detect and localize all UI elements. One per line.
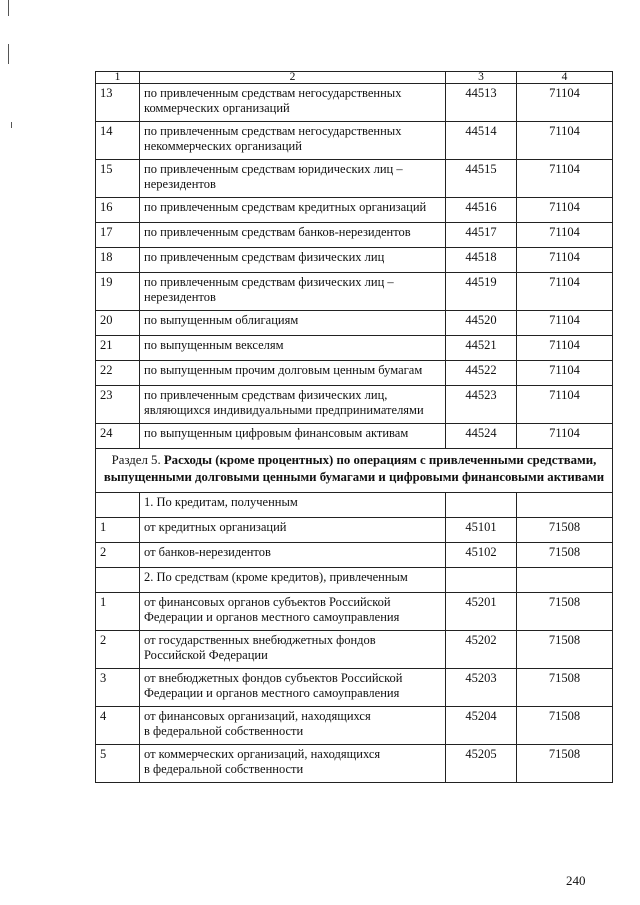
section-title-text: Расходы (кроме процентных) по операциям с привлеченными средствами, bbox=[163, 453, 597, 467]
text-line: Российской Федерации bbox=[144, 648, 268, 662]
table-row bbox=[96, 273, 613, 311]
table-row bbox=[96, 84, 613, 122]
text-line: от кредитных организаций bbox=[144, 520, 287, 534]
row-description bbox=[140, 160, 446, 198]
row-description bbox=[140, 223, 446, 248]
account-code bbox=[446, 568, 517, 593]
table-row bbox=[96, 122, 613, 160]
row-description bbox=[140, 361, 446, 386]
account-code: 44523 bbox=[446, 386, 517, 424]
row-number: 1 bbox=[96, 593, 140, 631]
row-description bbox=[140, 424, 446, 449]
text-line: в федеральной собственности bbox=[144, 724, 304, 738]
symbol-code: 71104 bbox=[517, 273, 613, 311]
symbol-code: 71104 bbox=[517, 223, 613, 248]
header-row bbox=[96, 72, 613, 84]
account-code: 44519 bbox=[446, 273, 517, 311]
symbol-code: 71508 bbox=[517, 543, 613, 568]
account-code: 45102 bbox=[446, 543, 517, 568]
row-number: 16 bbox=[96, 198, 140, 223]
symbol-code: 71508 bbox=[517, 518, 613, 543]
text-line: нерезидентов bbox=[144, 177, 216, 191]
text-line: по выпущенным прочим долговым ценным бумагам bbox=[144, 363, 423, 377]
header-cell: 3 bbox=[446, 72, 517, 84]
row-number: 19 bbox=[96, 273, 140, 311]
row-number: 14 bbox=[96, 122, 140, 160]
page-number: 240 bbox=[566, 873, 586, 888]
row-number: 2 bbox=[96, 543, 140, 568]
symbol-code: 71104 bbox=[517, 386, 613, 424]
account-code: 44514 bbox=[446, 122, 517, 160]
text-line: от государственных внебюджетных фондов bbox=[144, 633, 376, 647]
row-number: 18 bbox=[96, 248, 140, 273]
symbol-code: 71508 bbox=[517, 669, 613, 707]
table-row bbox=[96, 223, 613, 248]
header-cell: 4 bbox=[517, 72, 613, 84]
text-line: являющихся индивидуальными предпринимателями bbox=[144, 403, 424, 417]
row-description bbox=[140, 631, 446, 669]
row-description bbox=[140, 198, 446, 223]
symbol-code: 71104 bbox=[517, 198, 613, 223]
table-row bbox=[96, 198, 613, 223]
account-code: 44517 bbox=[446, 223, 517, 248]
row-description bbox=[140, 248, 446, 273]
table-row bbox=[96, 424, 613, 449]
table-row bbox=[96, 593, 613, 631]
text-line: от финансовых органов субъектов Российской bbox=[144, 595, 391, 609]
scan-mark bbox=[11, 122, 12, 128]
section-title bbox=[96, 449, 613, 493]
symbol-code: 71508 bbox=[517, 593, 613, 631]
row-description bbox=[140, 518, 446, 543]
text-line: от банков-нерезидентов bbox=[144, 545, 271, 559]
row-description bbox=[140, 593, 446, 631]
row-description bbox=[140, 745, 446, 783]
symbol-code: 71508 bbox=[517, 745, 613, 783]
row-description bbox=[140, 669, 446, 707]
table-row bbox=[96, 669, 613, 707]
accounts-table bbox=[95, 71, 613, 783]
symbol-code bbox=[517, 493, 613, 518]
account-code: 45203 bbox=[446, 669, 517, 707]
scan-mark bbox=[8, 0, 9, 16]
row-description bbox=[140, 707, 446, 745]
text-line: Федерации и органов местного самоуправления bbox=[144, 686, 400, 700]
row-description bbox=[140, 336, 446, 361]
table-row bbox=[96, 160, 613, 198]
group-row bbox=[96, 493, 613, 518]
row-number bbox=[96, 568, 140, 593]
symbol-code: 71104 bbox=[517, 84, 613, 122]
row-description bbox=[140, 273, 446, 311]
text-line: по привлеченным средствам физических лиц, bbox=[144, 388, 388, 402]
account-code: 45204 bbox=[446, 707, 517, 745]
row-number: 21 bbox=[96, 336, 140, 361]
symbol-code: 71104 bbox=[517, 248, 613, 273]
account-code: 44516 bbox=[446, 198, 517, 223]
table-row bbox=[96, 386, 613, 424]
text-line: по выпущенным цифровым финансовым активам bbox=[144, 426, 409, 440]
group-row bbox=[96, 568, 613, 593]
symbol-code: 71104 bbox=[517, 311, 613, 336]
section-title-line bbox=[98, 452, 610, 469]
table-body bbox=[96, 72, 613, 783]
symbol-code: 71104 bbox=[517, 336, 613, 361]
text-line: по привлеченным средствам юридических лиц – bbox=[144, 162, 403, 176]
symbol-code: 71104 bbox=[517, 361, 613, 386]
account-code bbox=[446, 493, 517, 518]
text-line: коммерческих организаций bbox=[144, 101, 290, 115]
row-description bbox=[140, 386, 446, 424]
row-number: 5 bbox=[96, 745, 140, 783]
table-row bbox=[96, 361, 613, 386]
text-line: нерезидентов bbox=[144, 290, 216, 304]
table-row bbox=[96, 707, 613, 745]
text-line: по выпущенным облигациям bbox=[144, 313, 299, 327]
text-line: от внебюджетных фондов субъектов Российской bbox=[144, 671, 403, 685]
row-description bbox=[140, 84, 446, 122]
table-row bbox=[96, 745, 613, 783]
row-number: 20 bbox=[96, 311, 140, 336]
symbol-code: 71508 bbox=[517, 631, 613, 669]
text-line: от финансовых организаций, находящихся bbox=[144, 709, 371, 723]
account-code: 44518 bbox=[446, 248, 517, 273]
text-line: от коммерческих организаций, находящихся bbox=[144, 747, 381, 761]
row-number: 23 bbox=[96, 386, 140, 424]
account-code: 44522 bbox=[446, 361, 517, 386]
table-row bbox=[96, 631, 613, 669]
account-code: 44515 bbox=[446, 160, 517, 198]
symbol-code: 71104 bbox=[517, 160, 613, 198]
text-line: в федеральной собственности bbox=[144, 762, 304, 776]
group-title: 2. По средствам (кроме кредитов), привлеченным bbox=[140, 568, 446, 593]
text-line: по привлеченным средствам негосударственных bbox=[144, 124, 402, 138]
table-row bbox=[96, 518, 613, 543]
row-number: 22 bbox=[96, 361, 140, 386]
symbol-code: 71104 bbox=[517, 424, 613, 449]
row-description bbox=[140, 543, 446, 568]
text-line: по привлеченным средствам физических лиц – bbox=[144, 275, 394, 289]
row-number: 4 bbox=[96, 707, 140, 745]
section-prefix: Раздел 5. bbox=[111, 453, 164, 467]
symbol-code: 71508 bbox=[517, 707, 613, 745]
account-code: 44521 bbox=[446, 336, 517, 361]
text-line: по выпущенным векселям bbox=[144, 338, 284, 352]
text-line: Федерации и органов местного самоуправления bbox=[144, 610, 400, 624]
table-row bbox=[96, 336, 613, 361]
text-line: по привлеченным средствам кредитных организаций bbox=[144, 200, 427, 214]
row-number: 3 bbox=[96, 669, 140, 707]
section-title-line: выпущенными долговыми ценными бумагами и цифровыми финансовыми активами bbox=[103, 470, 605, 484]
row-number: 24 bbox=[96, 424, 140, 449]
account-code: 45201 bbox=[446, 593, 517, 631]
table-row bbox=[96, 311, 613, 336]
header-cell: 2 bbox=[140, 72, 446, 84]
symbol-code bbox=[517, 568, 613, 593]
text-line: некоммерческих организаций bbox=[144, 139, 302, 153]
row-number bbox=[96, 493, 140, 518]
account-code: 44513 bbox=[446, 84, 517, 122]
row-number: 17 bbox=[96, 223, 140, 248]
header-cell: 1 bbox=[96, 72, 140, 84]
group-title: 1. По кредитам, полученным bbox=[140, 493, 446, 518]
text-line: по привлеченным средствам физических лиц bbox=[144, 250, 385, 264]
row-number: 13 bbox=[96, 84, 140, 122]
row-number: 15 bbox=[96, 160, 140, 198]
account-code: 44524 bbox=[446, 424, 517, 449]
account-code: 45205 bbox=[446, 745, 517, 783]
row-description bbox=[140, 122, 446, 160]
account-code: 45101 bbox=[446, 518, 517, 543]
account-code: 45202 bbox=[446, 631, 517, 669]
row-description bbox=[140, 311, 446, 336]
symbol-code: 71104 bbox=[517, 122, 613, 160]
text-line: по привлеченным средствам банков-нерезидентов bbox=[144, 225, 411, 239]
row-number: 1 bbox=[96, 518, 140, 543]
row-number: 2 bbox=[96, 631, 140, 669]
account-code: 44520 bbox=[446, 311, 517, 336]
table-row bbox=[96, 543, 613, 568]
scan-mark bbox=[8, 44, 9, 64]
section-header-row bbox=[96, 449, 613, 493]
table-row bbox=[96, 248, 613, 273]
text-line: по привлеченным средствам негосударственных bbox=[144, 86, 402, 100]
